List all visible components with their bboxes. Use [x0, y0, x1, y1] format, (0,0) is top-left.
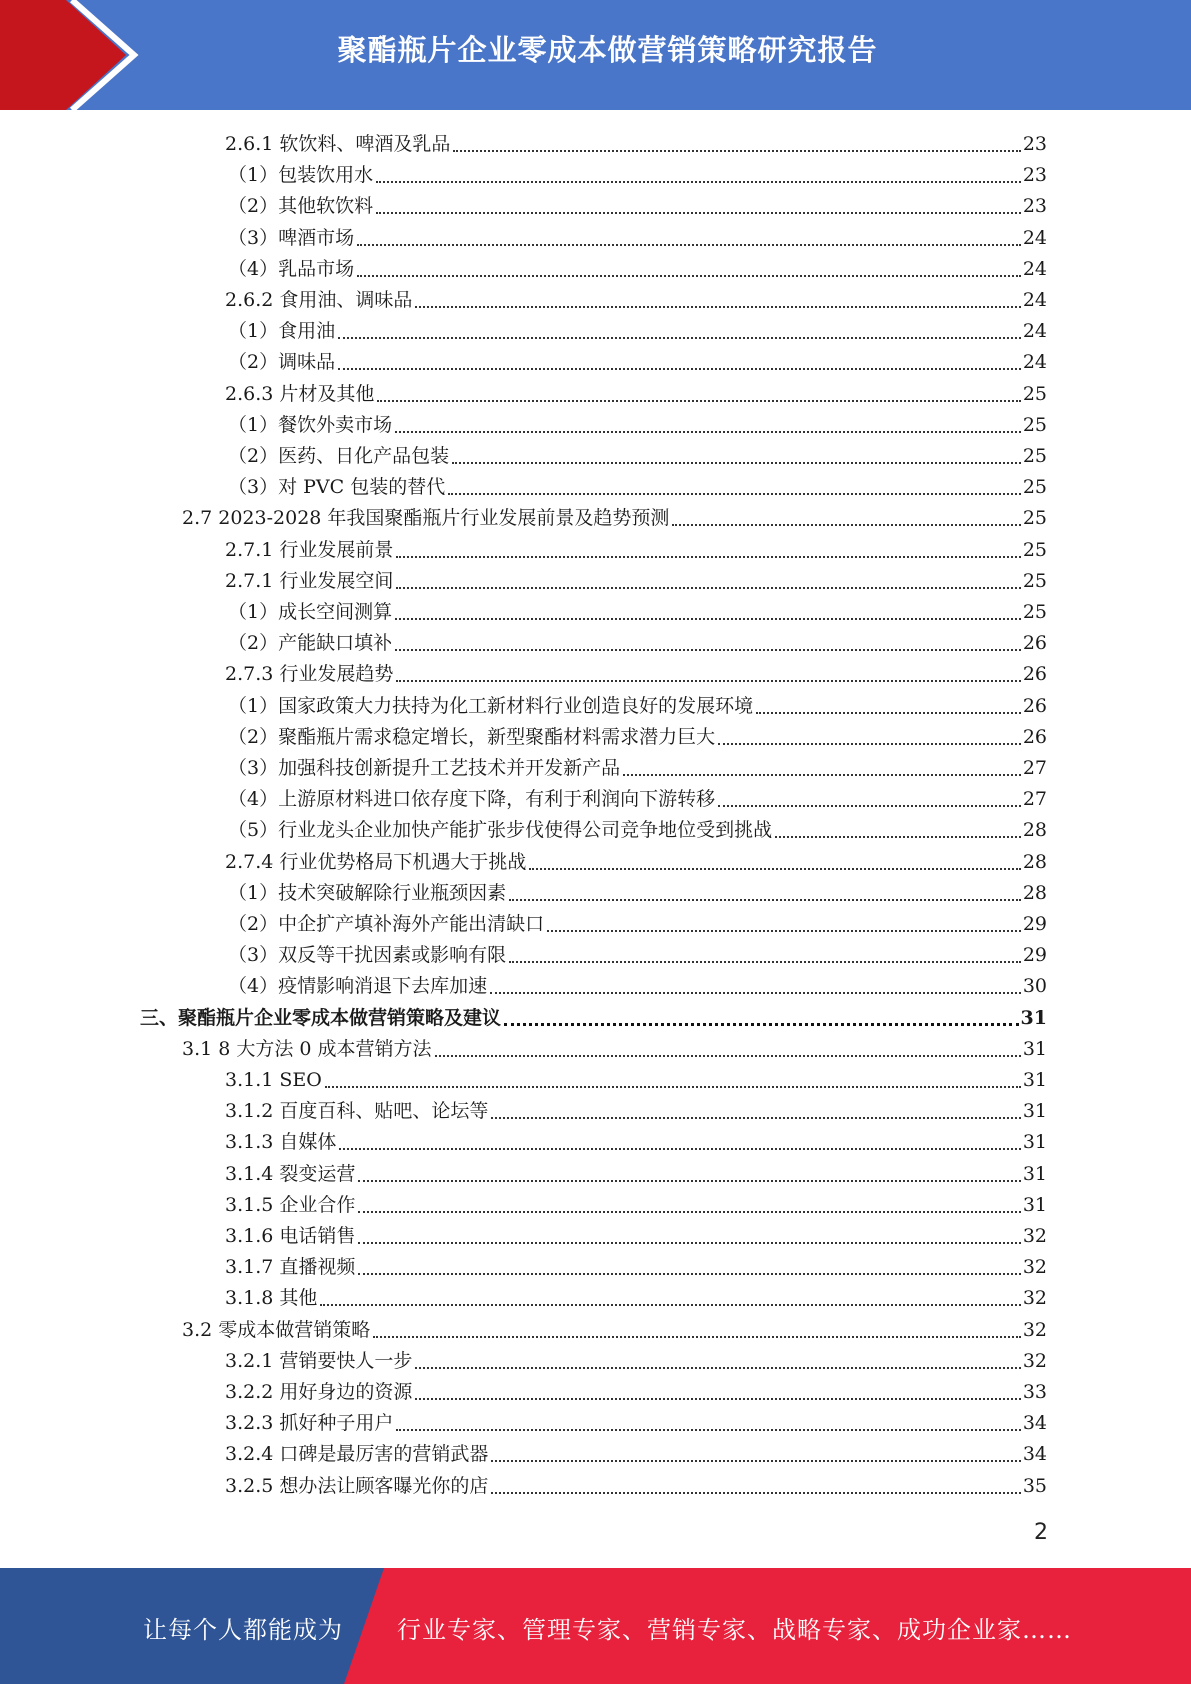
toc-entry[interactable]	[225, 1469, 1047, 1500]
toc-entry[interactable]	[228, 470, 1047, 501]
toc-entry-label: （1）食用油	[228, 320, 336, 343]
toc-leader-dots	[338, 336, 1021, 339]
toc-entry-label: （3）加强科技创新提升工艺技术并开发新产品	[228, 757, 621, 779]
toc-entry[interactable]	[228, 876, 1047, 907]
toc-entry-label: 2.7.1 行业发展空间	[225, 569, 394, 592]
toc-entry-label: （1）技术突破解除行业瓶颈因素	[228, 881, 507, 904]
toc-leader-dots	[325, 1085, 1021, 1088]
toc-entry-page: 23	[1022, 195, 1047, 218]
toc-entry-label: 3.2.4 口碑是最厉害的营销武器	[225, 1443, 489, 1466]
toc-leader-dots	[358, 1241, 1020, 1244]
toc-entry-page: 25	[1022, 445, 1047, 467]
toc-entry-label: 3.1.4 裂变运营	[225, 1162, 356, 1185]
toc-entry-label: （2）其他软饮料	[228, 195, 374, 218]
toc-entry[interactable]	[228, 782, 1047, 813]
toc-leader-dots	[358, 1210, 1020, 1213]
toc-entry-page: 31	[1022, 1100, 1047, 1123]
toc-entry-page: 32	[1022, 1225, 1047, 1247]
toc-entry-label: （4）疫情影响消退下去库加速	[228, 975, 488, 998]
toc-entry-page: 24	[1022, 226, 1047, 249]
toc-entry[interactable]	[182, 501, 1047, 532]
toc-entry-page: 34	[1022, 1412, 1047, 1435]
toc-entry[interactable]	[225, 1437, 1047, 1468]
toc-entry-label: 2.7.1 行业发展前景	[225, 538, 394, 561]
toc-entry-label: （2）聚酯瓶片需求稳定增长，新型聚酯材料需求潜力巨大	[228, 725, 716, 748]
toc-entry-label: 3.1.5 企业合作	[225, 1193, 356, 1216]
toc-entry-page: 25	[1022, 476, 1047, 499]
toc-leader-dots	[491, 1491, 1020, 1494]
toc-leader-dots	[357, 243, 1021, 246]
toc-leader-dots	[396, 679, 1020, 682]
toc-entry[interactable]	[228, 626, 1047, 657]
toc-entry-label: 3.2.2 用好身边的资源	[225, 1381, 413, 1403]
toc-entry-page: 24	[1022, 351, 1047, 374]
toc-entry[interactable]	[182, 1313, 1047, 1344]
toc-entry[interactable]	[228, 751, 1047, 782]
toc-leader-dots	[547, 929, 1021, 932]
toc-leader-dots	[338, 367, 1021, 370]
toc-entry[interactable]	[225, 657, 1047, 688]
toc-leader-dots	[358, 1272, 1020, 1275]
toc-entry-page: 27	[1022, 788, 1047, 811]
toc-entry[interactable]	[225, 1406, 1047, 1437]
toc-entry-page: 25	[1022, 382, 1047, 405]
toc-leader-dots	[756, 711, 1021, 714]
toc-entry[interactable]	[228, 408, 1047, 439]
toc-entry[interactable]	[225, 1125, 1047, 1156]
toc-entry[interactable]	[225, 845, 1047, 876]
toc-entry[interactable]	[225, 1063, 1047, 1094]
toc-entry-label: 3.2.5 想办法让顾客曝光你的店	[225, 1474, 489, 1497]
toc-entry-label: 3.2.3 抓好种子用户	[225, 1412, 394, 1435]
toc-entry-label: 3.1.2 百度百科、贴吧、论坛等	[225, 1100, 489, 1123]
toc-entry-page: 24	[1022, 257, 1047, 280]
toc-entry-page: 29	[1022, 913, 1047, 935]
toc-entry[interactable]	[228, 158, 1047, 189]
toc-leader-dots	[415, 305, 1020, 308]
toc-entry[interactable]	[225, 1375, 1047, 1406]
toc-leader-dots	[395, 430, 1021, 433]
toc-leader-dots	[415, 1397, 1020, 1400]
toc-entry-page: 31	[1022, 1131, 1047, 1154]
toc-entry-page: 23	[1022, 133, 1047, 155]
toc-entry-label: （3）啤酒市场	[228, 226, 355, 249]
toc-entry-label: 3.1.6 电话销售	[225, 1225, 356, 1247]
toc-entry-page: 31	[1022, 1193, 1047, 1216]
toc-entry-page: 26	[1022, 694, 1047, 717]
toc-leader-dots	[718, 804, 1021, 807]
toc-entry-page: 32	[1022, 1256, 1047, 1279]
toc-entry-label: （2）中企扩产填补海外产能出清缺口	[228, 913, 545, 935]
toc-entry[interactable]	[225, 1188, 1047, 1219]
toc-entry[interactable]	[182, 1032, 1047, 1063]
toc-leader-dots	[396, 586, 1020, 589]
toc-entry-label: 三、聚酯瓶片企业零成本做营销策略及建议	[140, 1006, 502, 1029]
toc-leader-dots	[672, 523, 1020, 526]
toc-entry-label: 2.7.4 行业优势格局下机遇大于挑战	[225, 850, 527, 873]
toc-entry-label: （2）调味品	[228, 351, 336, 374]
toc-entry-page: 28	[1022, 819, 1047, 842]
toc-entry-label: 3.1.8 其他	[225, 1287, 318, 1310]
toc-entry[interactable]	[140, 1001, 1047, 1032]
toc-entry[interactable]	[225, 283, 1047, 314]
toc-entry-page: 26	[1022, 725, 1047, 748]
toc-entry-page: 24	[1022, 320, 1047, 343]
toc-leader-dots	[529, 867, 1020, 870]
toc-entry-label: （1）包装饮用水	[228, 164, 374, 187]
toc-entry-label: （1）餐饮外卖市场	[228, 413, 393, 436]
toc-entry-label: （3）对 PVC 包装的替代	[228, 476, 446, 499]
toc-leader-dots	[491, 1459, 1020, 1462]
toc-leader-dots	[373, 1335, 1021, 1338]
toc-entry[interactable]	[225, 533, 1047, 564]
toc-leader-dots	[357, 274, 1021, 277]
toc-entry-label: （5）行业龙头企业加快产能扩张步伐使得公司竞争地位受到挑战	[228, 819, 773, 842]
toc-entry-page: 27	[1022, 757, 1047, 779]
toc-entry-label: 3.1.1 SEO	[225, 1069, 322, 1091]
toc-entry-page: 32	[1022, 1318, 1047, 1341]
toc-entry-label: （1）国家政策大力扶持为化工新材料行业创造良好的发展环境	[228, 694, 754, 717]
toc-leader-dots	[396, 1428, 1020, 1431]
toc-entry-page: 35	[1022, 1474, 1047, 1497]
toc-entry-label: 2.6.1 软饮料、啤酒及乳品	[225, 133, 451, 155]
toc-entry-page: 26	[1022, 663, 1047, 686]
toc-leader-dots	[718, 742, 1021, 745]
toc-entry-page: 29	[1022, 944, 1047, 967]
toc-leader-dots	[491, 1116, 1020, 1119]
toc-entry-label: （4）上游原材料进口依存度下降，有利于利润向下游转移	[228, 788, 716, 811]
toc-entry[interactable]	[225, 1219, 1047, 1250]
toc-entry[interactable]	[225, 1094, 1047, 1125]
report-title: 聚酯瓶片企业零成本做营销策略研究报告	[337, 33, 878, 67]
page-header	[0, 0, 1191, 110]
toc-entry[interactable]	[225, 564, 1047, 595]
toc-entry[interactable]	[228, 595, 1047, 626]
toc-leader-dots	[396, 555, 1020, 558]
toc-leader-dots	[435, 1054, 1021, 1057]
toc-entry[interactable]	[228, 907, 1047, 938]
toc-leader-dots	[490, 991, 1021, 994]
toc-entry[interactable]	[228, 720, 1047, 751]
toc-entry-label: 3.1 8 大方法 0 成本营销方法	[182, 1037, 432, 1060]
toc-leader-dots	[395, 617, 1021, 620]
toc-leader-dots	[504, 1022, 1019, 1026]
page-footer	[0, 1568, 1191, 1684]
toc-entry-label: （1）成长空间测算	[228, 601, 393, 623]
toc-entry-page: 28	[1022, 850, 1047, 873]
toc-entry-label: 2.7.3 行业发展趋势	[225, 663, 394, 686]
toc-leader-dots	[453, 149, 1020, 152]
toc-leader-dots	[509, 960, 1021, 963]
toc-entry-label: 2.6.3 片材及其他	[225, 382, 375, 405]
toc-entry-page: 23	[1022, 164, 1047, 187]
toc-entry[interactable]	[225, 377, 1047, 408]
toc-entry-page: 31	[1022, 1069, 1047, 1091]
footer-slogan-left: 让每个人都能成为	[143, 1616, 343, 1644]
toc-leader-dots	[377, 399, 1020, 402]
toc-entry-label: （4）乳品市场	[228, 257, 355, 280]
toc-entry-page: 25	[1022, 538, 1047, 561]
toc-entry-label: （2）产能缺口填补	[228, 632, 393, 655]
toc-entry-page: 25	[1022, 601, 1047, 623]
toc-entry[interactable]	[225, 1281, 1047, 1312]
toc-entry[interactable]	[228, 689, 1047, 720]
toc-entry[interactable]	[228, 221, 1047, 252]
toc-entry-page: 25	[1022, 569, 1047, 592]
toc-leader-dots	[509, 898, 1021, 901]
toc-leader-dots	[358, 1179, 1020, 1182]
toc-entry[interactable]	[225, 1157, 1047, 1188]
toc-entry-page: 31	[1022, 1162, 1047, 1185]
toc-entry-page: 34	[1022, 1443, 1047, 1466]
toc-entry-label: 2.7 2023-2028 年我国聚酯瓶片行业发展前景及趋势预测	[182, 507, 670, 530]
toc-entry[interactable]	[228, 189, 1047, 220]
toc-leader-dots	[320, 1303, 1020, 1306]
toc-entry-label: 3.2.1 营销要快人一步	[225, 1349, 413, 1372]
toc-entry-label: （2）医药、日化产品包装	[228, 445, 450, 467]
toc-leader-dots	[623, 773, 1021, 776]
page-number: 2	[1034, 1520, 1048, 1545]
toc-leader-dots	[448, 492, 1021, 495]
toc-entry-page: 31	[1022, 1037, 1047, 1060]
toc-entry-label: 3.1.7 直播视频	[225, 1256, 356, 1279]
toc-entry-page: 24	[1022, 289, 1047, 311]
toc-entry-page: 33	[1022, 1381, 1047, 1403]
toc-entry[interactable]	[228, 252, 1047, 283]
toc-entry[interactable]	[225, 127, 1047, 158]
toc-leader-dots	[775, 835, 1021, 838]
toc-entry-page: 25	[1022, 507, 1047, 530]
toc-entry-label: 3.1.3 自媒体	[225, 1131, 337, 1154]
toc-entry[interactable]	[228, 969, 1047, 1000]
toc-entry[interactable]	[228, 439, 1047, 470]
toc-leader-dots	[376, 211, 1021, 214]
toc-entry[interactable]	[228, 314, 1047, 345]
toc-entry-page: 25	[1022, 413, 1047, 436]
footer-slogan-right: 行业专家、管理专家、营销专家、战略专家、成功企业家……	[397, 1616, 1072, 1644]
toc-entry-page: 32	[1022, 1349, 1047, 1372]
toc-leader-dots	[415, 1366, 1020, 1369]
toc-entry-page: 30	[1022, 975, 1047, 998]
toc-entry[interactable]	[228, 345, 1047, 376]
toc-entry-page: 32	[1022, 1287, 1047, 1310]
toc-entry[interactable]	[225, 1344, 1047, 1375]
toc-entry-label: （3）双反等干扰因素或影响有限	[228, 944, 507, 967]
toc-entry[interactable]	[228, 813, 1047, 844]
toc-entry[interactable]	[225, 1250, 1047, 1281]
toc-entry-label: 2.6.2 食用油、调味品	[225, 289, 413, 311]
toc-leader-dots	[376, 180, 1021, 183]
toc-entry[interactable]	[228, 938, 1047, 969]
toc-leader-dots	[452, 461, 1021, 464]
toc-leader-dots	[339, 1147, 1020, 1150]
toc-entry-page: 28	[1022, 881, 1047, 904]
toc-entry-page: 31	[1020, 1006, 1047, 1029]
toc-leader-dots	[395, 648, 1021, 651]
toc-entry-label: 3.2 零成本做营销策略	[182, 1318, 371, 1341]
toc-entry-page: 26	[1022, 632, 1047, 655]
